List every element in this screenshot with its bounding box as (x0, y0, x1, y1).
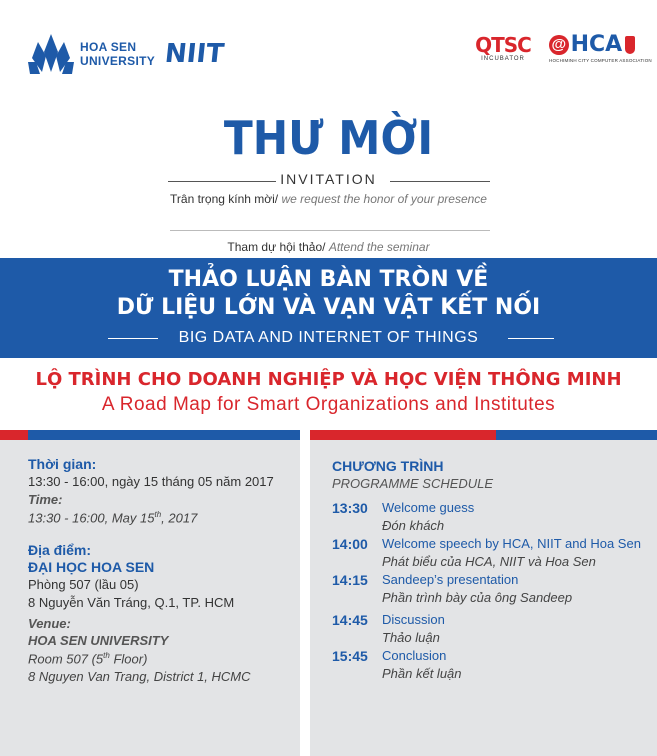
time-en: 13:30 - 16:00, May 15th, 2017 (28, 510, 198, 526)
attend-en: Attend the seminar (328, 240, 430, 254)
at-sign-icon: @ (549, 35, 569, 55)
partner-logos (463, 32, 652, 78)
hoa-sen-line1: HOA SEN (80, 40, 137, 54)
hca-wordmark: HCA (570, 32, 623, 57)
banner-line1: THẢO LUẬN BÀN TRÒN VỀ (168, 267, 489, 292)
hoa-sen-line2: UNIVERSITY (80, 54, 156, 68)
stripe-red (0, 430, 28, 440)
honor-text (0, 192, 657, 206)
schedule-item-en: Welcome guess (382, 500, 475, 515)
banner-subtitle: BIG DATA AND INTERNET OF THINGS (178, 329, 479, 346)
address-vi: 8 Nguyễn Văn Tráng, Q.1, TP. HCM (28, 595, 235, 610)
page-title: THƯ MỜI (223, 111, 434, 165)
time-label-en: Time: (28, 492, 63, 507)
hca-subtitle: HOCHIMINH CITY COMPUTER ASSOCIATION (549, 58, 652, 63)
schedule-time: 15:45 (332, 648, 368, 664)
schedule-item-vi: Phần kết luận (382, 666, 462, 681)
honor-vi: Trân trọng kính mời/ (170, 192, 279, 206)
banner-line-right (508, 338, 554, 339)
seminar-banner (0, 258, 657, 358)
stripe-blue (28, 430, 300, 440)
stripe-red (310, 430, 496, 440)
venue-name: HOA SEN UNIVERSITY (28, 633, 169, 648)
attend-text (0, 240, 657, 254)
place-label-vi: Địa điểm: (28, 542, 92, 558)
attend-vi: Tham dự hội thảo/ (227, 240, 326, 254)
invitation-row (0, 170, 657, 190)
hoa-sen-wordmark (80, 40, 155, 68)
lotus-icon (28, 32, 74, 76)
schedule-time: 14:00 (332, 536, 368, 552)
schedule-item-vi: Phần trình bày của ông Sandeep (382, 590, 573, 605)
hca-logo (549, 32, 652, 63)
schedule-item-en: Sandeep’s presentation (382, 572, 519, 587)
schedule-panel (310, 430, 657, 756)
invitation-label: INVITATION (280, 171, 377, 187)
schedule-item-vi: Đón khách (382, 518, 445, 533)
schedule-time: 14:45 (332, 612, 368, 628)
divider-line-right (390, 181, 490, 182)
roadmap-title-vi: LỘ TRÌNH CHO DOANH NGHIỆP VÀ HỌC VIỆN THÔNG MINH (35, 369, 622, 390)
schedule-time: 13:30 (332, 500, 368, 516)
room-vi: Phòng 507 (lầu 05) (28, 577, 139, 592)
medal-icon (625, 36, 635, 54)
venue-label: Venue: (28, 616, 71, 631)
address-en: 8 Nguyen Van Trang, District 1, HCMC (28, 669, 251, 684)
banner-subtitle-row (0, 328, 657, 348)
banner-line2: DỮ LIỆU LỚN VÀ VẠN VẬT KẾT NỐI (116, 295, 541, 320)
niit-logo: NIIT (163, 39, 226, 69)
honor-en: we request the honor of your presence (281, 192, 487, 206)
schedule-item-vi: Phát biểu của HCA, NIIT và Hoa Sen (382, 554, 596, 569)
qtsc-wordmark: QTSC (475, 33, 531, 57)
schedule-time: 14:15 (332, 572, 368, 588)
schedule-item-vi: Thảo luận (382, 630, 440, 645)
schedule-item-en: Welcome speech by HCA, NIIT and Hoa Sen (382, 536, 641, 551)
time-vi: 13:30 - 16:00, ngày 15 tháng 05 năm 2017 (28, 474, 274, 489)
stripe-blue (496, 430, 657, 440)
roadmap-title-en: A Road Map for Smart Organizations and Institutes (101, 394, 556, 415)
schedule-title: CHƯƠNG TRÌNH (332, 458, 444, 474)
divider (170, 230, 490, 231)
details-panel (0, 430, 300, 756)
time-label-vi: Thời gian: (28, 456, 97, 472)
schedule-subtitle: PROGRAMME SCHEDULE (332, 476, 494, 491)
room-en: Room 507 (5th Floor) (28, 651, 148, 667)
qtsc-subtitle: INCUBATOR (481, 56, 525, 62)
schedule-item-en: Conclusion (382, 648, 447, 663)
qtsc-logo (463, 34, 543, 62)
place-name-vi: ĐẠI HỌC HOA SEN (28, 559, 155, 575)
hoa-sen-logo (28, 30, 224, 78)
schedule-item-en: Discussion (382, 612, 445, 627)
